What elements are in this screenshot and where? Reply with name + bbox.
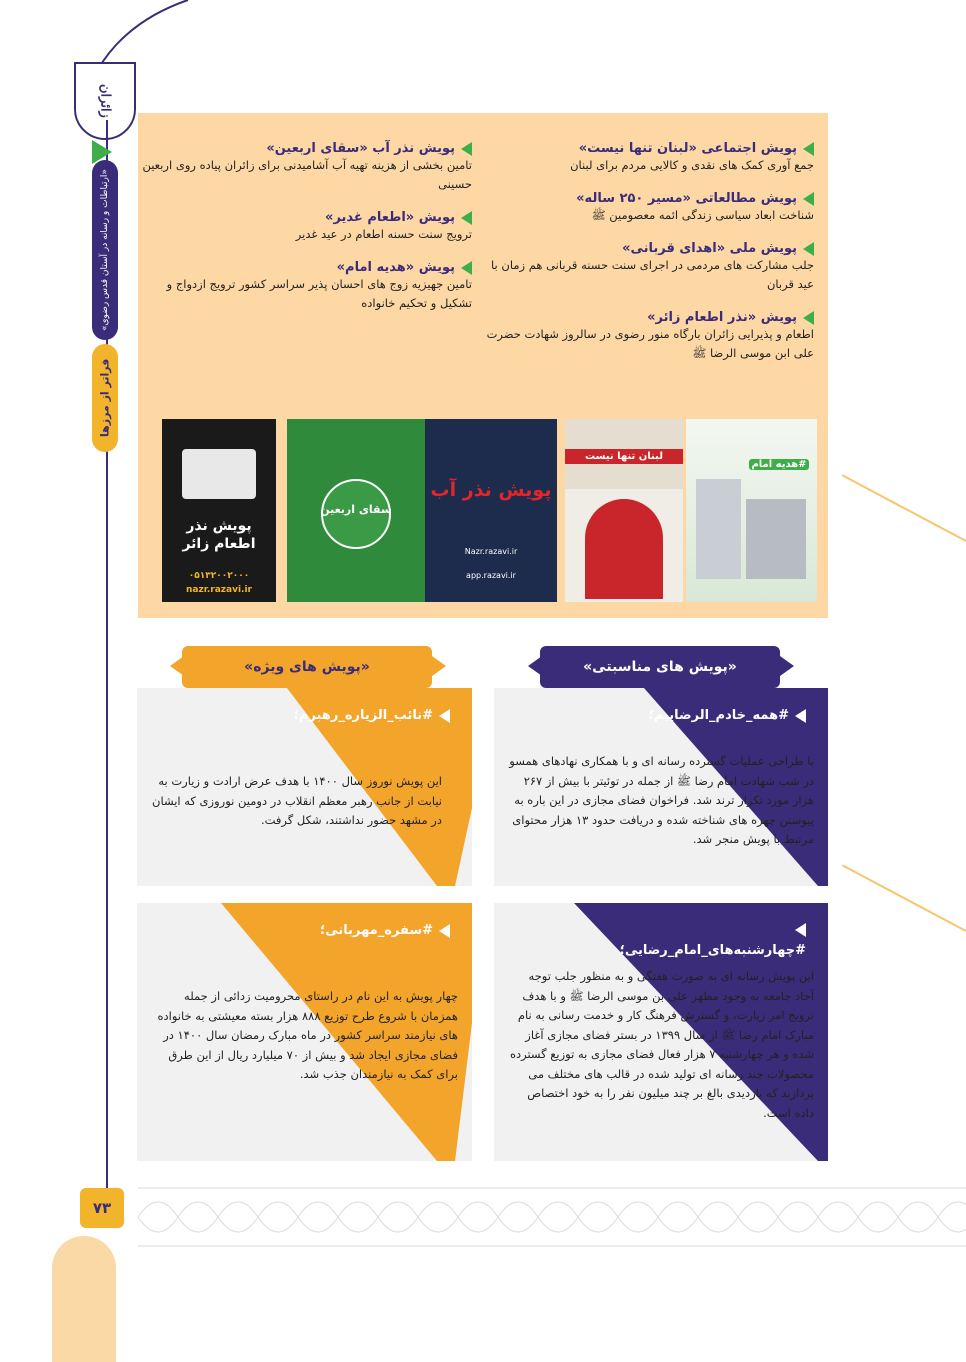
card-body: چهار پویش به این نام در راستای محرومیت زدائی از جمله همزمان با شروع طرح توزیع ۸۸۸ هزار بسته معیشتی به خانواده های نیازمند سراسر کشور در ماه مبارک رمضان سال ۱۴۰۰ در فضای مجازی ایجاد شد و بیش از ۷۰ میلیارد ریال از این طرق برای کمک به نیازمندان جذب شد. [157,989,458,1081]
header-wing [780,656,794,676]
triangle-bullet-icon [795,923,806,937]
campaigns-right-column [484,141,814,379]
card-wednesdays [494,903,828,1161]
card-body: این پویش نوروز سال ۱۴۰۰ با هدف عرض ارادت و زیارت به نیابت از جانب رهبر معظم انقلاب در دومین نوروزی که ایشان در مشهد حضور نداشتند، شکل گرفت. [152,774,442,827]
triangle-bullet-icon [803,242,814,256]
decorative-diagonal [842,864,966,931]
poster-arbaeen [287,419,425,602]
campaign-body: جلب مشارکت های مردمی در اجرای سنت حسنه قربانی هم زمان با عید قربان [491,258,814,291]
page-number: ۷۳ [80,1188,124,1228]
triangle-bullet-icon [439,709,450,723]
triangle-bullet-icon [439,924,450,938]
campaign-item [142,141,472,194]
card-leader-proxy [137,688,472,886]
poster-title: لبنان تنها نیست [565,449,683,464]
header-wing [432,656,446,676]
magazine-logo: زائران [74,62,136,140]
campaign-body: ترویج سنت حسنه اطعام در عید غدیر [295,227,472,241]
triangle-bullet-icon [803,311,814,325]
campaign-item [142,210,472,244]
triangle-bullet-icon [803,142,814,156]
poster-app: app.razavi.ir [466,571,516,580]
campaign-body: تامین بخشی از هزینه تهیه آب آشامیدنی برای زائران پیاده روی اربعین حسینی [142,158,472,191]
poster-site: nazr.razavi.ir [185,585,252,595]
triangle-bullet-icon [803,192,814,206]
poster-title: پویش نذر اطعام زائر [182,518,256,552]
card-title: #همه_خادم_الرضاییم؛ [648,708,789,723]
decorative-pattern [138,1182,966,1252]
campaign-title: پویش اجتماعی «لبنان تنها نیست» [578,141,797,156]
card-body: این پویش رسانه ای به صورت هفتگی و به منظور جلب توجه آحاد جامعه به وجود مطهر علی بن موسی الرضا ﷺ و با هدف ترویج امر زیارت، و گسترش فرهنگ کار و خدمت رسانی به نام مبارک امام رضا ﷺ از سال ۱۳۹۹ در بستر فضای مجازی آغاز شده و هر چهارشنبه ۷ هزار فعال فضای مجازی به توزیع گسترده محصولات چند رسانه ای تولید شده در قالب های مختلف می پردازند که بازدیدی بالغ بر چند میلیون نفر را به خود اختصاص داده است. [509,969,814,1120]
poster-tag: #هدیه امام [749,459,809,470]
campaign-item [484,141,814,175]
poster-site: Nazr.razavi.ir [464,547,518,556]
campaign-item [484,191,814,225]
triangle-bullet-icon [461,261,472,275]
special-campaigns-header: «پویش های ویژه» [182,646,432,688]
card-title: #چهارشنبه‌های_امام_رضایی؛ [619,943,806,958]
poster-food-vow [162,419,276,602]
triangle-bullet-icon [461,211,472,225]
poster-phone: ۰۵۱۳۲۰۰۲۰۰۰ [188,571,250,581]
decorative-drop [52,1236,116,1362]
occasional-campaigns-header: «پویش های مناسبتی» [540,646,780,688]
triangle-bullet-icon [461,142,472,156]
campaign-title: پویش «هدیه امام» [336,260,455,275]
poster-gift-of-imam [686,419,817,602]
card-title: #نائب_الزیاره_رهبرم؛ [293,708,433,723]
campaign-title: پویش ملی «اهدای قربانی» [622,241,797,256]
campaign-body: شناخت ابعاد سیاسی زندگی ائمه معصومین ﷺ [591,208,814,222]
campaign-title: پویش «نذر اطعام زائر» [647,310,797,325]
campaign-title: پویش مطالعاتی «مسیر ۲۵۰ ساله» [576,191,797,206]
section-label: فراتر از مرزها [92,344,118,452]
decorative-diagonal [842,474,966,541]
campaign-body: جمع آوری کمک های نقدی و کالایی مردم برای لبنان [570,158,814,172]
card-kindness-table [137,903,472,1161]
campaign-title: پویش «اطعام غدیر» [325,210,455,225]
card-body: با طراحی عملیات گسترده رسانه ای و با همکاری نهادهای همسو در شب شهادت امام رضا ﷺ از جمله در توئیتر با بیش از ۲۶۷ هزار مورد تکرار ترند شد. فراخوان فضای مجازی در این باره به پیوستن چهره های شناخته شده و دریافت حدود ۱۳ هزار محتوای مرتبط با پویش منجر شد. [509,754,814,846]
poster-title: پویش نذر آب [430,479,552,501]
campaign-item [484,241,814,294]
poster-lebanon [565,419,683,602]
magazine-label: «ارتباطات و رسانه در آستان قدس رضوی» [92,160,118,340]
card-all-servants [494,688,828,886]
poster-title: سقای اربعین [320,503,392,516]
campaigns-left-column [142,141,472,329]
card-title: #سفره_مهربانی؛ [319,923,433,938]
campaign-body: اطعام و پذیرایی زائران بارگاه منور رضوی در سالروز شهادت حضرت علی ابن موسی الرضا ﷺ [486,327,814,360]
triangle-bullet-icon [795,709,806,723]
campaign-item [142,260,472,313]
campaign-item [484,310,814,363]
campaign-title: پویش نذر آب «سقای اربعین» [266,141,455,156]
poster-water-vow [425,419,557,602]
campaign-body: تامین جهیزیه زوج های احسان پذیر سراسر کشور ترویج ازدواج و تشکیل و تحکیم خانواده [166,277,472,310]
